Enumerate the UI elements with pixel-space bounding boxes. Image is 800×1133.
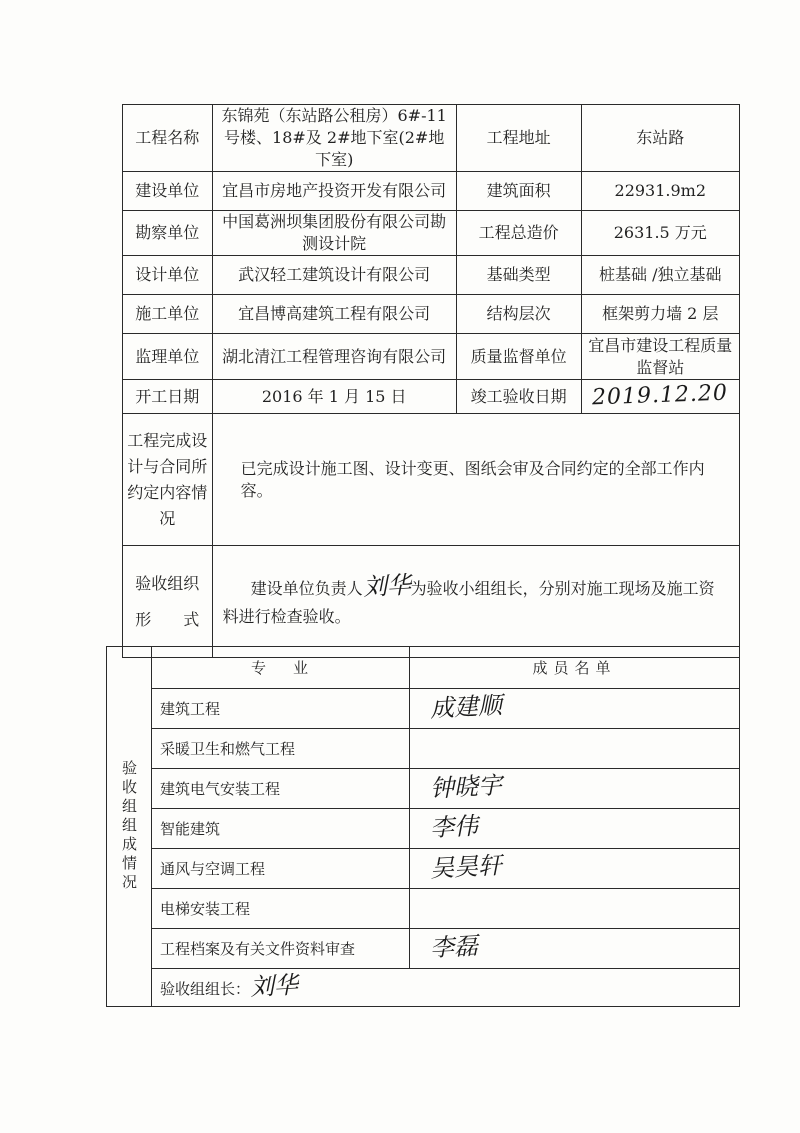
label-organization-form (123, 546, 213, 658)
table-row (123, 546, 740, 658)
member-signature: 吴昊轩 (429, 851, 503, 883)
specialty-cell: 建筑电气安装工程 (152, 769, 410, 809)
value-quality-supervision: 宜昌市建设工程质量监督站 (581, 334, 739, 380)
table-row (123, 334, 740, 380)
member-cell (410, 729, 740, 769)
label-building-area: 建筑面积 (456, 172, 581, 211)
label-structure-levels: 结构层次 (456, 295, 581, 334)
label-project-name: 工程名称 (123, 105, 213, 172)
table-row (123, 414, 740, 546)
label-completion-date: 竣工验收日期 (456, 380, 581, 414)
handwritten-date: 2019.12.20 (591, 380, 729, 411)
member-cell (410, 929, 740, 969)
table-row (107, 647, 740, 689)
member-cell (410, 769, 740, 809)
label-quality-supervision: 质量监督单位 (456, 334, 581, 380)
member-cell (410, 889, 740, 929)
group-leader-label: 验收组组长： (160, 980, 251, 998)
table-row (107, 969, 740, 1007)
group-leader-signature: 刘华 (249, 970, 299, 1002)
value-organization-form (212, 546, 739, 658)
value-builder: 宜昌市房地产投资开发有限公司 (212, 172, 456, 211)
label-line-2: 形 式 (135, 609, 200, 629)
table-row (107, 729, 740, 769)
label-line-1: 验收组织 (135, 573, 200, 593)
member-cell (410, 849, 740, 889)
table-row (107, 929, 740, 969)
table-row (107, 889, 740, 929)
label-supervision-unit: 监理单位 (123, 334, 213, 380)
label-start-date: 开工日期 (123, 380, 213, 414)
acceptance-group-table (106, 646, 740, 1007)
specialty-cell: 电梯安装工程 (152, 889, 410, 929)
value-total-cost: 2631.5 万元 (581, 211, 739, 256)
table-row (123, 380, 740, 414)
specialty-cell: 智能建筑 (152, 809, 410, 849)
member-cell (410, 689, 740, 729)
member-signature: 李磊 (429, 931, 479, 963)
group-side-label-text: 验收组组成情况 (120, 760, 138, 893)
group-side-label (107, 647, 152, 1007)
value-design-unit: 武汉轻工建筑设计有限公司 (212, 256, 456, 295)
label-foundation-type: 基础类型 (456, 256, 581, 295)
header-specialty: 专 业 (152, 647, 410, 689)
value-completion-date (581, 380, 739, 414)
value-completion-status: 已完成设计施工图、设计变更、图纸会审及合同约定的全部工作内容。 (212, 414, 739, 546)
value-project-name: 东锦苑（东站路公租房）6#-11号楼、18#及 2#地下室(2#地下室) (212, 105, 456, 172)
value-building-area: 22931.9m2 (581, 172, 739, 211)
table-row (123, 256, 740, 295)
label-completion-status: 工程完成设计与合同所约定内容情况 (123, 414, 213, 546)
label-builder: 建设单位 (123, 172, 213, 211)
value-project-address: 东站路 (581, 105, 739, 172)
member-signature: 成建顺 (429, 691, 503, 723)
value-foundation-type: 桩基础 /独立基础 (581, 256, 739, 295)
label-project-address: 工程地址 (456, 105, 581, 172)
table-row (123, 172, 740, 211)
table-row (123, 211, 740, 256)
org-text-before: 建设单位负责人 (250, 579, 363, 598)
value-start-date: 2016 年 1 月 15 日 (212, 380, 456, 414)
label-survey-unit: 勘察单位 (123, 211, 213, 256)
label-design-unit: 设计单位 (123, 256, 213, 295)
member-signature: 李伟 (429, 811, 479, 843)
value-survey-unit: 中国葛洲坝集团股份有限公司勘测设计院 (212, 211, 456, 256)
specialty-cell: 建筑工程 (152, 689, 410, 729)
member-signature: 钟晓宇 (429, 771, 503, 803)
table-row (107, 849, 740, 889)
group-leader-cell (152, 969, 740, 1007)
table-row (107, 769, 740, 809)
label-total-cost: 工程总造价 (456, 211, 581, 256)
project-info-table (122, 104, 740, 658)
value-structure-levels: 框架剪力墙 2 层 (581, 295, 739, 334)
table-row (123, 295, 740, 334)
table-row (107, 689, 740, 729)
specialty-cell: 通风与空调工程 (152, 849, 410, 889)
signature-leader: 刘华 (361, 570, 412, 602)
header-members: 成员名单 (410, 647, 740, 689)
label-construction-unit: 施工单位 (123, 295, 213, 334)
specialty-cell: 工程档案及有关文件资料审查 (152, 929, 410, 969)
value-supervision-unit: 湖北清江工程管理咨询有限公司 (212, 334, 456, 380)
value-construction-unit: 宜昌博高建筑工程有限公司 (212, 295, 456, 334)
table-row (123, 105, 740, 172)
member-cell (410, 809, 740, 849)
specialty-cell: 采暖卫生和燃气工程 (152, 729, 410, 769)
table-row (107, 809, 740, 849)
org-text-after: 为验收小组组长，分别对施工现场及施工资料进行检查验收。 (222, 579, 715, 626)
